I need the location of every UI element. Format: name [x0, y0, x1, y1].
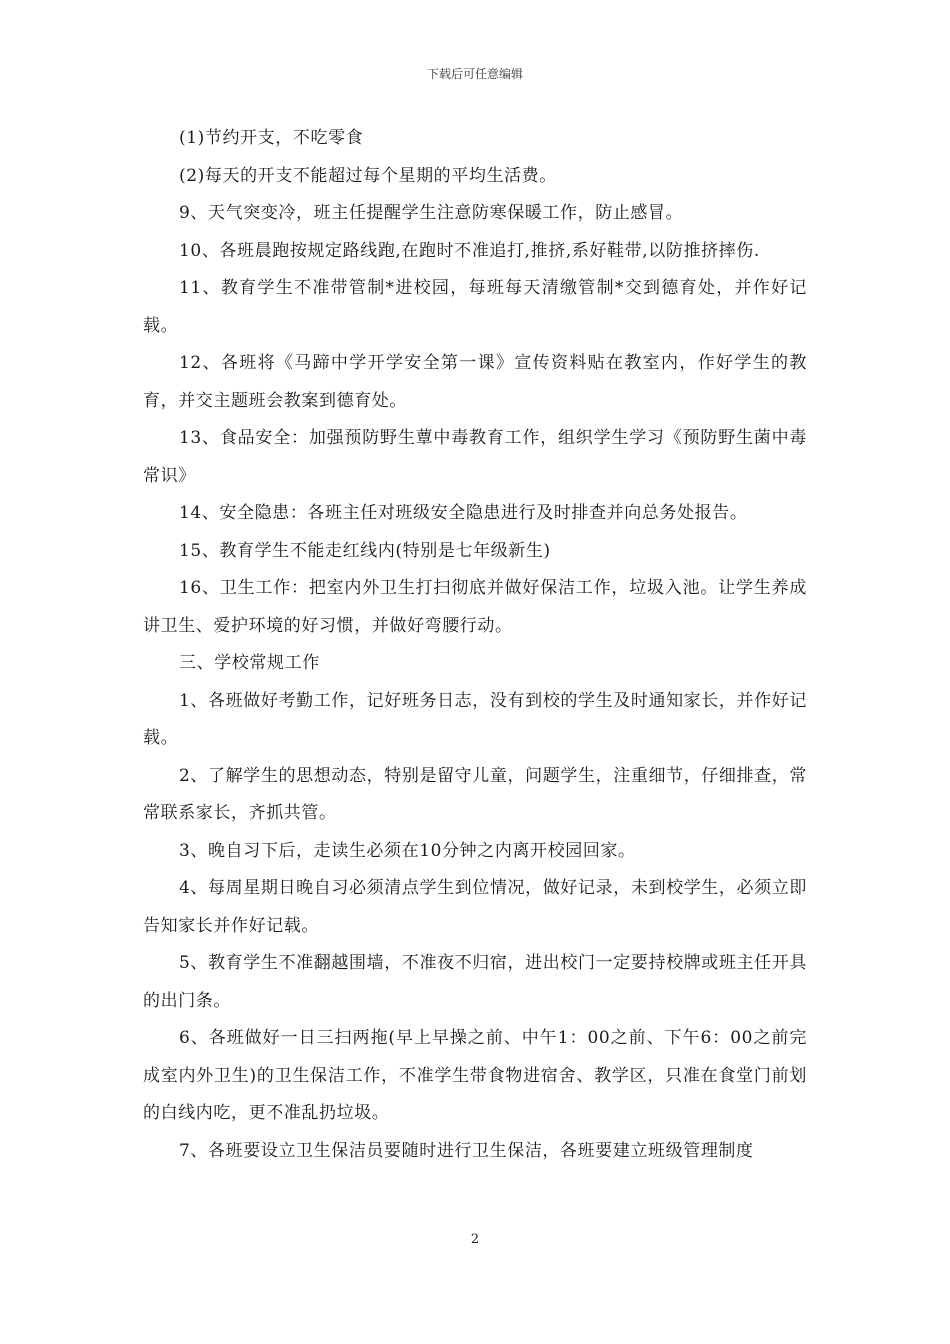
paragraph: 5、教育学生不准翻越围墙，不准夜不归宿，进出校门一定要持校牌或班主任开具的出门条。	[143, 953, 807, 1011]
paragraph: 4、每周星期日晚自习必须清点学生到位情况，做好记录，未到校学生，必须立即告知家长并作好记载。	[143, 878, 807, 936]
page-number: 2	[470, 1232, 480, 1247]
paragraph: (1)节约开支，不吃零食	[179, 128, 364, 148]
paragraph: (2)每天的开支不能超过每个星期的平均生活费。	[179, 165, 557, 186]
paragraph: 11、教育学生不准带管制*进校园，每班每天清缴管制*交到德育处，并作好记载。	[143, 278, 807, 336]
paragraph: 1、各班做好考勤工作，记好班务日志，没有到校的学生及时通知家长，并作好记载。	[143, 690, 807, 748]
paragraph: 9、天气突变冷，班主任提醒学生注意防寒保暖工作，防止感冒。	[179, 203, 684, 223]
paragraph: 15、教育学生不能走红线内(特别是七年级新生)	[179, 540, 551, 561]
paragraph: 6、各班做好一日三扫两拖(早上早操之前、中午1：00之前、下午6：00之前完成室内外卫生)的卫生保洁工作，不准学生带食物进宿舍、教学区，只准在食堂门前划的白线内吃，更不准乱扔垃圾。	[143, 1028, 807, 1123]
paragraph: 7、各班要设立卫生保洁员要随时进行卫生保洁，各班要建立班级管理制度	[179, 1140, 754, 1161]
document-body	[143, 120, 807, 1170]
paragraph: 16、卫生工作：把室内外卫生打扫彻底并做好保洁工作，垃圾入池。让学生养成讲卫生、爱护环境的好习惯，并做好弯腰行动。	[143, 578, 807, 636]
paragraph: 10、各班晨跑按规定路线跑,在跑时不准追打,推挤,系好鞋带,以防推挤摔伤.	[179, 240, 760, 261]
paragraph: 13、食品安全：加强预防野生蕈中毒教育工作，组织学生学习《预防野生菌中毒常识》	[143, 428, 807, 486]
paragraph: 12、各班将《马蹄中学开学安全第一课》宣传资料贴在教室内，作好学生的教育，并交主题班会教案到德育处。	[143, 353, 807, 411]
section-heading: 三、学校常规工作	[179, 653, 320, 673]
paragraph: 3、晚自习下后，走读生必须在10分钟之内离开校园回家。	[179, 840, 636, 861]
paragraph: 2、了解学生的思想动态，特别是留守儿童，问题学生，注重细节，仔细排查，常常联系家长，齐抓共管。	[143, 765, 807, 823]
paragraph: 14、安全隐患：各班主任对班级安全隐患进行及时排查并向总务处报告。	[179, 503, 748, 523]
page-header: 下载后可任意编辑	[426, 67, 523, 81]
